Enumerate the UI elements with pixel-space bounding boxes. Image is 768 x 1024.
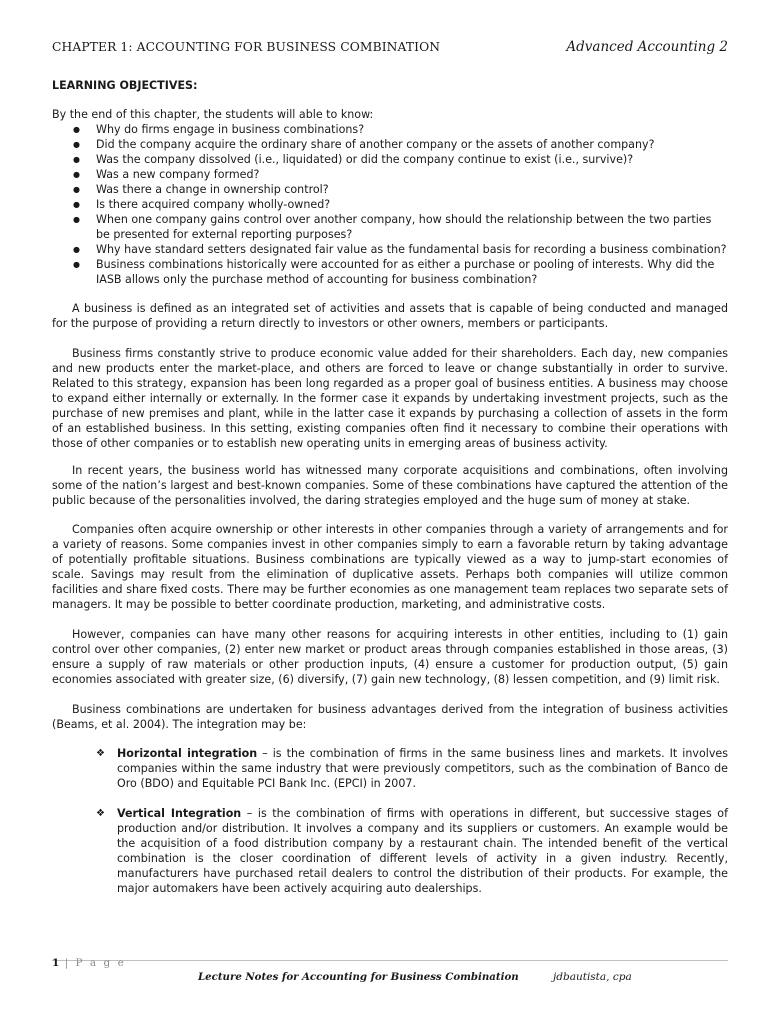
footer-divider	[52, 960, 728, 961]
horizontal-integration-item	[96, 746, 729, 791]
list-item: ● When one company gains control over another company, how should the relationship between the two parties be presented for external reporting purposes?	[52, 212, 728, 242]
page-header	[52, 39, 728, 55]
objectives-intro: By the end of this chapter, the students will able to know:	[52, 108, 374, 121]
list-item: ● Why do firms engage in business combinations?	[52, 122, 728, 137]
diamond-bullet-icon: ❖	[96, 808, 105, 819]
vertical-integration-term: Vertical Integration	[117, 807, 242, 820]
list-item: ● Did the company acquire the ordinary share of another company or the assets of another company?	[52, 137, 728, 152]
vertical-integration-item	[96, 806, 728, 896]
paragraph-other-reasons: However, companies can have many other reasons for acquiring interests in other entities, including to (1) gain control over other companies, (2) enter new market or product areas through companies established in those areas, (3) ensure a supply of raw materials or other production inputs, (4) ensure a customer for production output, (5) gain economies associated with greater size, (6) diversify, (7) gain new technology, (8) lessen competition, and (9) limit risk.	[52, 628, 728, 686]
footer-notes-title: Lecture Notes for Accounting for Business Combination	[198, 971, 519, 983]
list-item: ● Business combinations historically were accounted for as either a purchase or pooling of interests. Why did the IASB allows only the purchase method of accounting for business combination?	[52, 257, 728, 287]
paragraph-expansion: Business firms constantly strive to produce economic value added for their shareholders. Each day, new companies and new products enter the market-place, and others are forced to leave or change substantially in order to survive. Related to this strategy, expansion has been long regarded as a proper goal of business entities. A business may choose to expand either internally or externally. In the former case it expands by undertaking investment projects, such as the purchase of new premises and plant, while in the latter case it expands by purchasing a collection of assets in the form of an established business. In this setting, existing companies often find it necessary to combine their operations with those of other companies or to establish new operating units in emerging areas of business activity.	[52, 347, 728, 450]
page-label: | P a g e	[59, 957, 126, 969]
paragraph-business-definition: A business is defined as an integrated set of activities and assets that is capable of being conducted and managed for the purpose of providing a return directly to investors or other owners, members or participants.	[52, 302, 728, 330]
page-number	[52, 957, 126, 969]
footer-author: jdbautista, cpa	[553, 971, 632, 983]
list-item: ● Was a new company formed?	[52, 167, 728, 182]
chapter-title: CHAPTER 1: ACCOUNTING FOR BUSINESS COMBINATION	[52, 40, 441, 54]
horizontal-integration-term: Horizontal integration	[117, 747, 258, 760]
horizontal-integration-text: – is the combination of firms in the same business lines and markets. It involves companies within the same industry that were previously competitors, such as the combination of Banco de Oro (BDO) and Equitable PCI Bank Inc. (EPCI) in 2007.	[117, 747, 729, 790]
page-number-value: 1	[52, 957, 60, 969]
list-item: ● Was the company dissolved (i.e., liquidated) or did the company continue to exist (i.e., survive)?	[52, 152, 728, 167]
list-item: ● Was there a change in ownership control?	[52, 182, 728, 197]
paragraph-reasons: Companies often acquire ownership or other interests in other companies through a variety of arrangements and for a variety of reasons. Some companies invest in other companies simply to earn a favorable return by taking advantage of potentially profitable situations. Business combinations are typically viewed as a way to jump-start economies of scale. Savings may result from the elimination of duplicative assets. Perhaps both companies will utilize common facilities and share fixed costs. There may be further economies as one management team replaces two separate sets of managers. It may be possible to better coordinate production, marketing, and administrative costs.	[52, 523, 728, 611]
list-item: ● Why have standard setters designated fair value as the fundamental basis for recording a business combination?	[52, 242, 728, 257]
objectives-list	[52, 122, 728, 287]
list-item: ● Is there acquired company wholly-owned?	[52, 197, 728, 212]
learning-objectives-section	[52, 107, 728, 287]
vertical-integration-text: – is the combination of firms with operations in different, but successive stages of production and/or distribution. It involves a company and its suppliers or customers. An example would be the acquisition of a food distribution company by a restaurant chain. The intended benefit of the vertical combination is the closer coordination of different levels of activity in a given industry. Recently, manufacturers have purchased retail dealers to control the distribution of their products. For example, the major automakers have been actively acquiring auto dealerships.	[117, 807, 728, 895]
course-title: Advanced Accounting 2	[566, 39, 728, 55]
paragraph-integration-intro: Business combinations are undertaken for business advantages derived from the integration of business activities (Beams, et al. 2004). The integration may be:	[52, 703, 728, 731]
diamond-bullet-icon: ❖	[96, 748, 105, 759]
learning-objectives-heading: LEARNING OBJECTIVES:	[52, 79, 198, 92]
paragraph-recent-years: In recent years, the business world has witnessed many corporate acquisitions and combinations, often involving some of the nation’s largest and best-known companies. Some of these combinations have captured the attention of the public because of the personalities involved, the daring strategies employed and the huge sum of money at stake.	[52, 464, 728, 507]
